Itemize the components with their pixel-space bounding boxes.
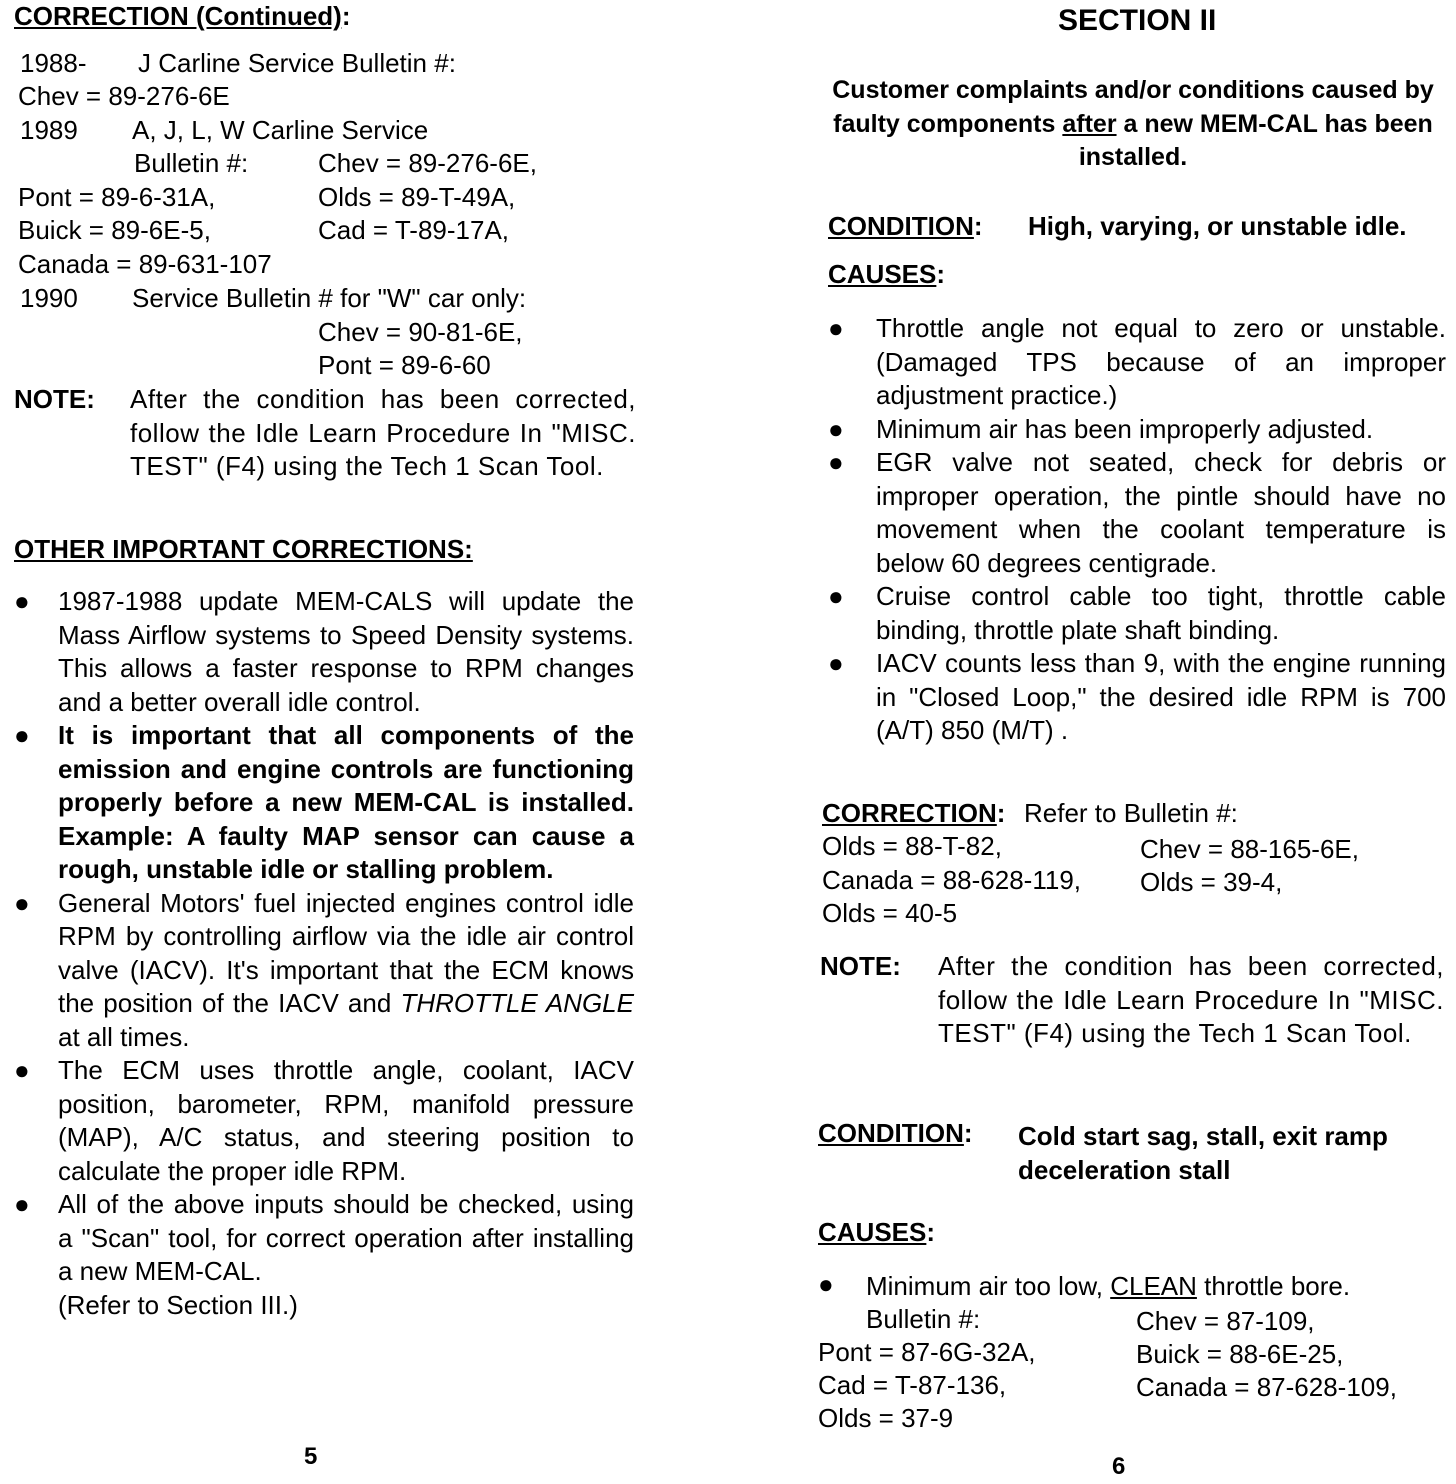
bullet-icon: ● <box>818 1269 834 1299</box>
right-note-text: After the condition has been corrected, follow the Idle Learn Procedure In "MISC. TEST" (F4) using the Tech 1 Scan Tool. <box>938 951 1444 1048</box>
condition-1: CONDITION: <box>828 211 983 241</box>
bullet-icon: ● <box>828 313 844 343</box>
left-note-text: After the condition has been corrected, follow the Idle Learn Procedure In "MISC. TEST" (F4) using the Tech 1 Scan Tool. <box>130 384 636 481</box>
list-item: ● All of the above inputs should be checked, using a "Scan" tool, for correct operation after installing a new MEM-CAL. (Refer to Section III.) <box>14 1189 634 1320</box>
other-corrections-heading: OTHER IMPORTANT CORRECTIONS: <box>14 534 473 564</box>
causes-1-heading: CAUSES: <box>828 259 946 289</box>
condition-1-text: High, varying, or unstable idle. <box>1028 211 1407 241</box>
bullet-icon: ● <box>14 586 30 616</box>
list-item: Minimum air too low, CLEAN throttle bore. <box>866 1271 1351 1301</box>
bullet-icon: ● <box>828 581 844 611</box>
page-number: 6 <box>1112 1453 1126 1480</box>
section-title: SECTION II <box>1058 4 1217 37</box>
bullet-icon: ● <box>14 1055 30 1085</box>
causes-2-heading: CAUSES: <box>818 1217 936 1247</box>
bullet-icon: ● <box>828 447 844 477</box>
list-item: ● The ECM uses throttle angle, coolant, IACV position, barometer, RPM, manifold pressure (MAP), A/C status, and steering position to calculate the proper idle RPM. <box>14 1055 634 1186</box>
causes-1-list <box>828 312 1446 748</box>
list-item: ● General Motors' fuel injected engines control idle RPM by controlling airflow via the idle air control valve (IACV). It's important that the ECM knows the position of the IACV and THROTTLE ANGLE at all times. <box>14 887 634 1052</box>
condition-2: CONDITION: <box>818 1118 973 1148</box>
right-note: NOTE: After the condition has been corrected, follow the Idle Learn Procedure In "MISC. TEST" (F4) using the Tech 1 Scan Tool. <box>820 950 1444 1051</box>
left-note: NOTE: After the condition has been corrected, follow the Idle Learn Procedure In "MISC. TEST" (F4) using the Tech 1 Scan Tool. <box>14 383 636 484</box>
bullet-icon: ● <box>14 720 30 750</box>
bullet-icon: ● <box>14 1189 30 1219</box>
page-number: 5 <box>304 1443 318 1470</box>
list-item: ● 1987-1988 update MEM-CALS will update the Mass Airflow systems to Speed Density systems. This allows a faster response to RPM changes and a better overall idle control. <box>14 586 634 717</box>
list-item: ● Cruise control cable too tight, throttle cable binding, throttle plate shaft binding. <box>828 581 1446 645</box>
list-item: ● EGR valve not seated, check for debris or improper operation, the pintle should have no movement when the coolant temperature is below 60 degrees centigrade. <box>828 447 1446 578</box>
section-intro: Customer complaints and/or conditions caused by faulty components after a new MEM-CAL has been installed. <box>832 76 1434 171</box>
correction-continued-heading: CORRECTION (Continued): <box>14 1 351 31</box>
list-item: ● It is important that all components of the emission and engine controls are functioning properly before a new MEM-CAL is installed. Example: A faulty MAP sensor can cause a rough, unstable idle or stalling problem. <box>14 720 634 884</box>
list-item: ● Minimum air has been improperly adjusted. <box>828 413 1446 447</box>
condition-2-text: Cold start sag, stall, exit ramp deceleration stall <box>1018 1121 1388 1185</box>
list-item: ● Throttle angle not equal to zero or unstable. (Damaged TPS because of an improper adjustment practice.) <box>828 313 1446 410</box>
list-item: ● IACV counts less than 9, with the engine running in "Closed Loop," the desired idle RPM is 700 (A/T) 850 (M/T) . <box>828 648 1446 745</box>
bullet-icon: ● <box>828 648 844 678</box>
other-corrections-list <box>14 585 634 1322</box>
bullet-icon: ● <box>828 413 844 444</box>
bullet-icon: ● <box>14 887 30 918</box>
